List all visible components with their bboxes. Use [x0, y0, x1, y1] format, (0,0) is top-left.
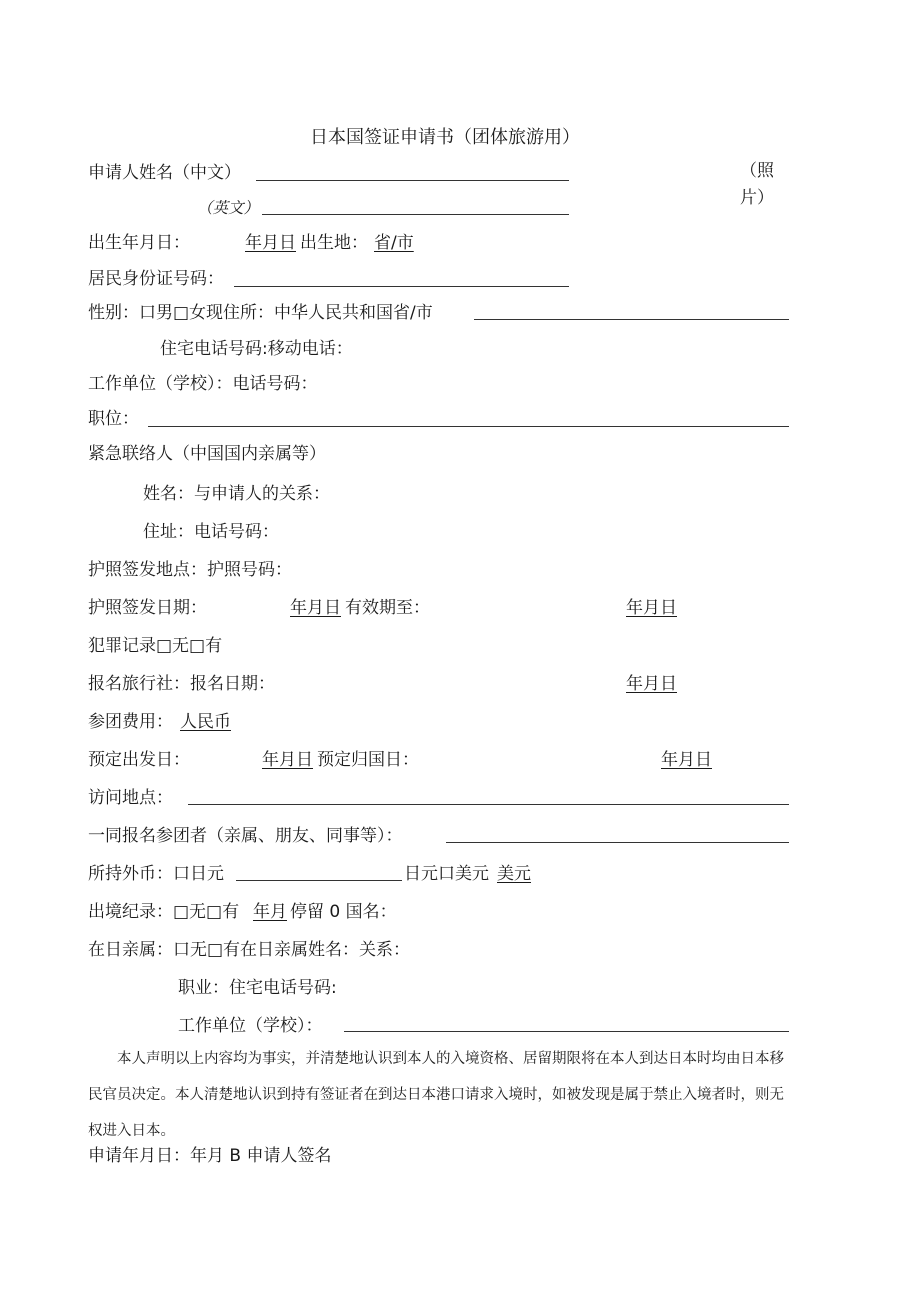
- agency-row: 报名旅行社：报名日期：: [88, 674, 275, 694]
- position-label: 职位：: [88, 409, 139, 429]
- birth-place-label: 出生地：: [300, 233, 368, 253]
- currency-mid: 日元口美元: [404, 864, 489, 884]
- name-en-field[interactable]: [262, 214, 569, 215]
- passport-date-label: 护照签发日期：: [88, 598, 207, 618]
- sex-address-row: 性别：口男□女现住所：中华人民共和国省/市: [88, 303, 433, 323]
- travel-record-label: 出境纪录：□无□有: [88, 902, 240, 922]
- position-field[interactable]: [148, 426, 789, 427]
- emergency-name-row: 姓名：与申请人的关系：: [143, 484, 330, 504]
- travel-record-post: 停留 0 国名：: [290, 902, 397, 922]
- crime-record-row: 犯罪记录□无□有: [88, 636, 223, 656]
- name-cn-field[interactable]: [256, 180, 569, 181]
- agency-date-ymd[interactable]: 年月日: [626, 674, 677, 694]
- photo-label-2: 片）: [740, 188, 774, 208]
- declaration-line-1: 本人声明以上内容均为事实，并清楚地认识到本人的入境资格、居留期限将在本人到达日本时均由日本移: [117, 1051, 784, 1067]
- companions-field[interactable]: [446, 842, 789, 843]
- departure-label: 预定出发日：: [88, 750, 190, 770]
- address-field[interactable]: [474, 319, 789, 320]
- passport-valid-label: 有效期至：: [345, 598, 430, 618]
- fee-rmb[interactable]: 人民币: [180, 712, 231, 732]
- birth-date-ymd[interactable]: 年月日: [245, 233, 296, 253]
- signature-row: 申请年月日：年月 B 申请人签名: [88, 1146, 332, 1166]
- emergency-contact-heading: 紧急联络人（中国国内亲属等）: [88, 444, 326, 464]
- travel-record-ym[interactable]: 年月: [253, 902, 287, 922]
- visit-place-label: 访问地点：: [88, 788, 173, 808]
- yen-amount-field[interactable]: [236, 880, 402, 881]
- relative-work-field[interactable]: [344, 1031, 789, 1032]
- work-unit-row: 工作单位（学校）：电话号码：: [88, 374, 318, 394]
- declaration-line-3: 权进入日本。: [88, 1123, 175, 1139]
- birth-label: 出生年月日：: [88, 233, 190, 253]
- visit-place-field[interactable]: [188, 804, 789, 805]
- companions-label: 一同报名参团者（亲属、朋友、同事等）：: [88, 826, 403, 846]
- relatives-row: 在日亲属：口无□有在日亲属姓名：关系：: [88, 940, 411, 960]
- id-number-field[interactable]: [234, 286, 569, 287]
- name-cn-label: 申请人姓名（中文）: [88, 163, 241, 183]
- relative-work-label: 工作单位（学校）：: [178, 1016, 323, 1036]
- fee-label: 参团费用：: [88, 712, 173, 732]
- return-label: 预定归国日：: [317, 750, 419, 770]
- passport-place-row: 护照签发地点：护照号码：: [88, 560, 292, 580]
- home-phone-row: 住宅电话号码:移动电话：: [160, 339, 353, 359]
- emergency-address-row: 住址：电话号码：: [143, 522, 279, 542]
- passport-valid-ymd[interactable]: 年月日: [626, 598, 677, 618]
- return-ymd[interactable]: 年月日: [661, 750, 712, 770]
- form-title: 日本国签证申请书（团体旅游用）: [310, 127, 580, 148]
- usd-amount[interactable]: 美元: [497, 864, 531, 884]
- name-en-label: （英文）: [197, 199, 260, 217]
- currency-label: 所持外币：口日元: [88, 864, 224, 884]
- photo-label-1: （照: [740, 161, 774, 181]
- departure-ymd[interactable]: 年月日: [262, 750, 313, 770]
- passport-issue-ymd[interactable]: 年月日: [290, 598, 341, 618]
- birth-province[interactable]: 省/市: [374, 233, 414, 253]
- relative-job-row: 职业：住宅电话号码:: [178, 978, 337, 998]
- declaration-line-2: 民官员决定。本人清楚地认识到持有签证者在到达日本港口请求入境时，如被发现是属于禁止入境者时，则无: [88, 1087, 784, 1103]
- id-number-label: 居民身份证号码：: [88, 269, 224, 289]
